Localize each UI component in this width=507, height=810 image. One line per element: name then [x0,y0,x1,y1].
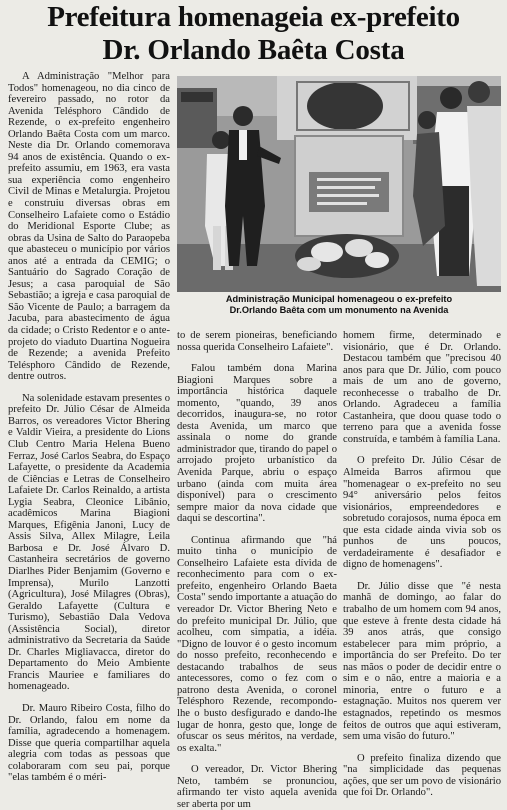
photo-caption [177,294,501,316]
paragraph: Dr. Júlio disse que "é nesta manhã de domingo, ao falar do trabalho de um homem com 94 anos, que esteve à frente desta cidade há 39 anos atrás, que consigo estabelecer para mim próprio, a importância do ser Prefeito. Do ter nas mãos o poder de decidir entre o sim e o não, entre a maioria e a minoria, entre o futuro e a estagnação. Muitos nos querem ver estagnados, repetindo os mesmos feitos de outros que aqui estiveram, sem uma visão do futuro." [343,580,501,743]
news-photo [177,76,501,292]
paragraph: to de serem pioneiras, beneficiando nossa querida Conselheiro Lafaiete". [177,330,337,353]
article-column-2 [177,330,337,810]
paragraph: O vereador, Dr. Victor Bhering Neto, também se pronunciou, afirmando ter visto aquela avenida ser aberta por um [177,764,337,810]
article-column-3 [343,330,501,799]
paragraph: O prefeito finaliza dizendo que "na simplicidade das pequenas ações, que ser um povo de visionário que foi Dr. Orlando". [343,752,501,799]
paragraph: homem firme, determinado e visionário, que é Dr. Orlando. Destacou também que "precisou 40 anos para que Dr. Júlio, com pouco mais de um ano de governo, reconhecesse o trabalho de Dr. Orlando. Agradeceu a família Castanheira, que doou quase todo o terreno para que a avenida fosse construída, e também à família Lana. [343,330,501,445]
paragraph: Na solenidade estavam presentes o prefeito Dr. Júlio César de Almeida Barros, os vereadores Victor Bhering e Valdir Vieira, a presidente do Lions Club Centro Maria Helena Bueno Ferraz, José Carlos Seabra, do Espaço Lafayette, o presidente da Academia de Ciências e Letras de Conselheiro Lafaiete Dr. Carlos Reinaldo, a artista Lygia Seabra, Cleonice Libânio, acadêmicos Marina Biagioni Marques, Efigênia Janoni, Lucy de Assis Silva, Allex Milagre, Leila Barbosa e Dr. José Álvaro D. Castanheira secretários de governo Diarlhes Pider Benjamim (Governo e Imprensa), Murilo Lanzotti (Agricultura), José Milagres (Obras), Geraldo Lafayette (Cultura e Turismo), Sebastião Dala Vedova (Assistência Social), diretor administrativo da Secretaria da Saúde Dr. Charles Migliavacca, diretor do Departamento do Meio Ambiente Francis Mauriee e familiares do homenageado. [8,392,170,693]
paragraph: Falou também dona Marina Biagioni Marques sobre a importância histórica daquele momento, "quando, 39 anos decorridos, inaugura-se, no rotor desta Avenida, um marco que assinala o nome do grande administrador que, tirando do papel o arrojado projeto urbanístico da Avenida Parque, abriu o espaço urbano (ainda com muita área disponível) para o crescimento sempre maior da nova cidade que daqui se descortina". [177,363,337,525]
paragraph: A Administração "Melhor para Todos" homenageou, no dia cinco de fevereiro passado, no rotor da Avenida Telésphoro Cândido de Rezende, o ex-prefeito engenheiro Orlando Baêta Costa com um marco. Neste dia Dr. Orlando comemorava 94 anos de existência. Quando o ex-prefeito assumiu, em 1963, era vasta sua experiência como engenheiro Civil de Minas e Metalurgia. Projetou e construiu diversas obras em Conselheiro Lafaiete como o Estádio do Meridional Esporte Clube; as obras da Usina de Salto do Paraopeba que abasteceu o município por vários anos até a entrada da CEMIG; o Santuário do Sagrado Coração de Jesus; a casa paroquial de São Sebastião; a igreja e casa paroquial de São Vicente de Paulo; a barragem da Jacuba, para abastecimento de água da cidade; o Cristo Redentor e o ante-projeto do viaduto Duartina Nogueira de Rezende; a avenida Prefeito Telésphoro Cândido de Rezende, dentre outros. [8,71,170,383]
photo-caption-line-2: Dr.Orlando Baêta com um monumento na Avenida [229,305,449,315]
headline-line-2: Dr. Orlando Baêta Costa [102,34,405,66]
paragraph: Continua afirmando que "há muito tinha o município de Conselheiro Lafaiete esta dívida de reconhecimento para com o ex-prefeito, engenheiro Orlando Baeta Costa" sendo importante a atuação do vereador Dr. Victor Bhering Neto e do prefeito municipal Dr. Júlio, que acolheu, com simpatia, a idéia. "Digno de louvor é o gesto incomum do nosso prefeito, reconhecendo e destacando trabalhos de seus antecessores, como o fez com o patrono desta Avenida, o coronel Telésphoro Rezende, recompondo-lhe o busto desfigurado e dando-lhe lugar de honra, gesto que, longe de ofuscar os seus méritos, na verdade, os exalta." [177,534,337,754]
paragraph: Dr. Mauro Ribeiro Costa, filho do Dr. Orlando, falou em nome da família, agradecendo a homenagem. Disse que queria compartilhar aquela alegria com todas as pessoas que colaboraram com seu pai, porque "elas também é o méri- [8,702,170,784]
paragraph: O prefeito Dr. Júlio César de Almeida Barros afirmou que "homenagear o ex-prefeito no seu 94° aniversário pelos feitos visionários, empreendedores e sobretudo corajosos, numa época em que esta cidade ainda vivia sob os punhos de uns poucos, verdadeiramente é desafiador e digno de homenagens". [343,455,501,571]
photo-caption-line-1: Administração Municipal homenageou o ex-prefeito [225,294,453,304]
article-column-1 [8,71,170,784]
headline-line-1: Prefeitura homenageia ex-prefeito [47,1,460,33]
